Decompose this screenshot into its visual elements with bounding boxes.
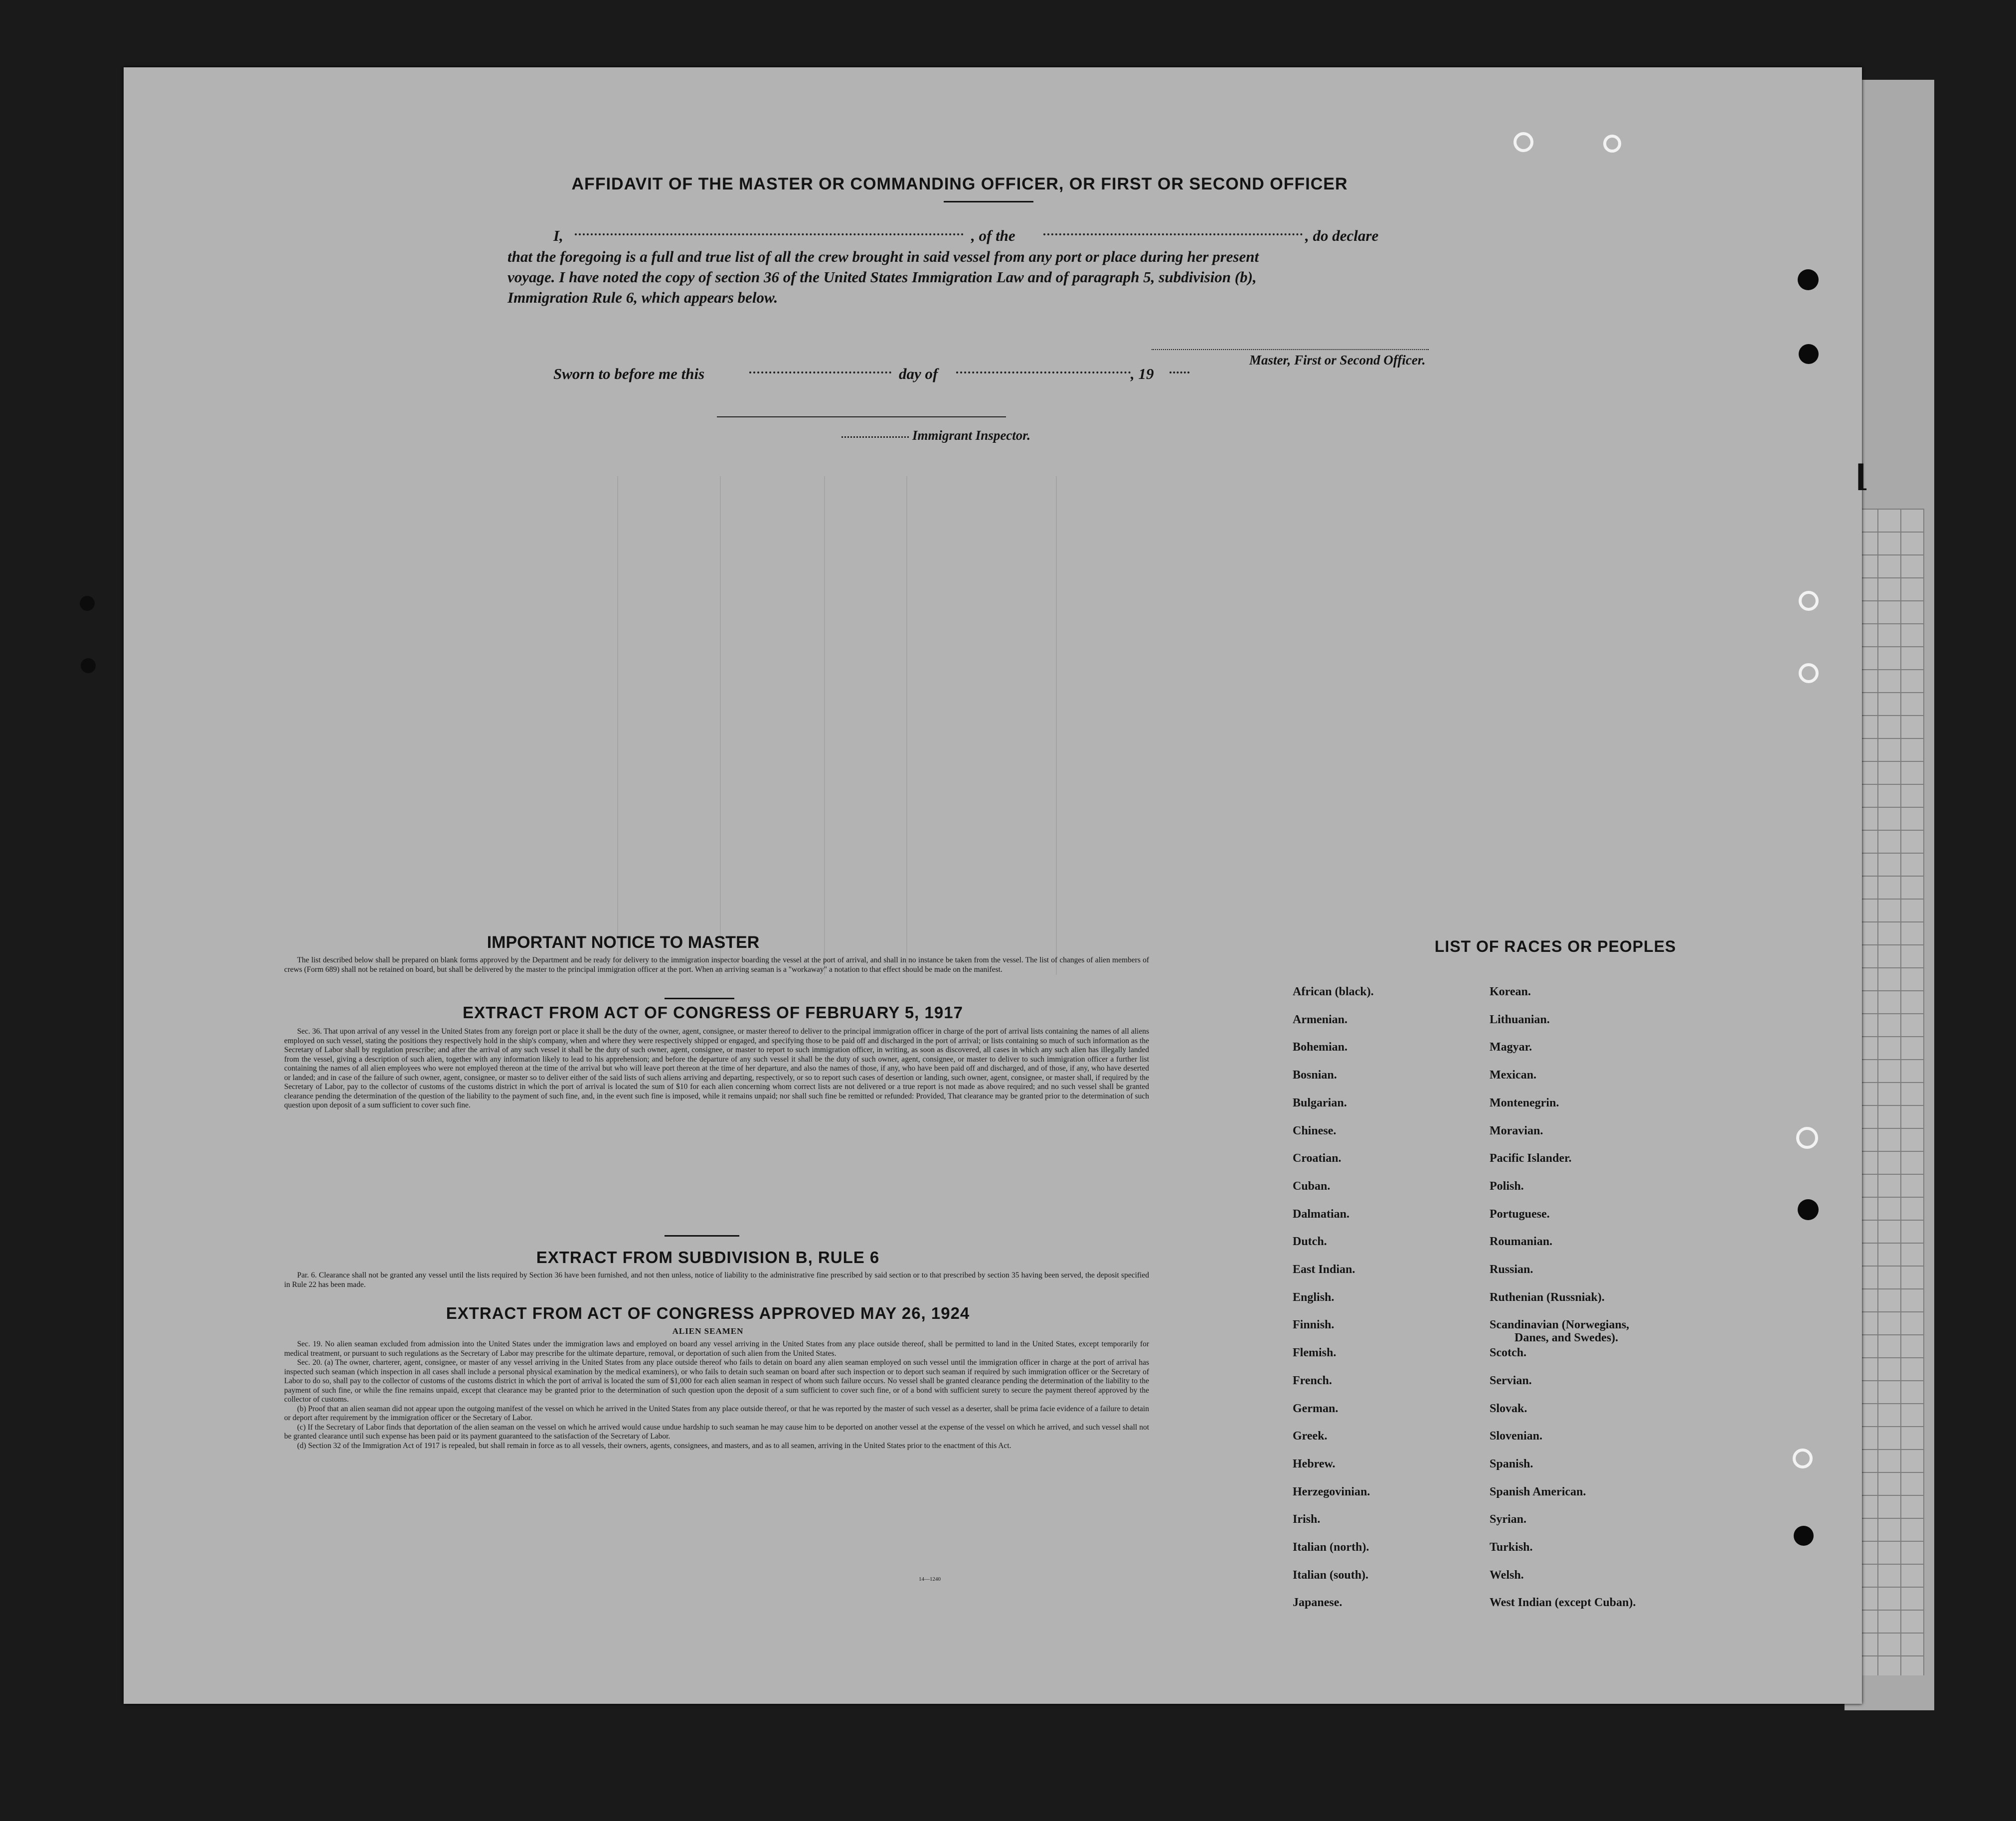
section-20c-paragraph: (c) If the Secretary of Labor finds that deportation of the alien seaman on the vessel on which he arrived would cause undue hardship to such seaman he may cause him to be deported on another vessel at the expense of the vessel on which he arrived, and such vessel shall not be granted clearance until such expense has been paid or its payment guaranteed to the satisfaction of the Secretary of Labor. [284,1423,1149,1441]
vessel-field[interactable] [1043,233,1303,235]
bleed-through-line [906,476,907,975]
race-item: Scandinavian (Norwegians, [1490,1318,1630,1332]
race-item: Slovenian. [1490,1430,1543,1443]
race-item: Spanish American. [1490,1485,1586,1498]
punch-hole [1799,591,1819,611]
race-item: Italian (north). [1293,1541,1369,1554]
race-item: Armenian. [1293,1013,1347,1026]
race-item: Japanese. [1293,1596,1343,1610]
section-19-paragraph: Sec. 19. No alien seaman excluded from admission into the United States under the immigration laws and employed on board any vessel arriving in the United States from any place outside thereof, shall be permitted to land in the United States, except temporarily for medical treatment, or pursuant to such regulations as the Secretary of Labor may prescribe for the ultimate departure, removal, or deportation of such alien from the United States. [284,1340,1149,1358]
left-edge-hole [81,658,96,673]
race-item: Dutch. [1293,1235,1327,1249]
sworn-year-prefix: , 19 [1131,365,1154,382]
alien-seamen-subtitle: ALIEN SEAMEN [672,1326,744,1336]
affidavit-line-4: Immigration Rule 6, which appears below. [507,289,778,306]
extract-rule6-title: EXTRACT FROM SUBDIVISION B, RULE 6 [536,1248,880,1267]
notice-paragraph: The list described below shall be prepared on blank forms approved by the Department and be ready for delivery to the immigration inspector boarding the vessel at the port of arrival, and shall in no instance be taken from the vessel. The list of changes of alien members of crews (Form 689) shall not be retained on board, but shall be delivered by the master to the principal immigration officer at the port. When an arriving seaman is a "workaway" a notation to that effect should be made on the manifest. [284,956,1149,974]
race-item: Magyar. [1490,1041,1532,1054]
sworn-year-field[interactable] [1170,371,1189,373]
race-item: Ruthenian (Russniak). [1490,1290,1605,1304]
race-item: Turkish. [1490,1541,1533,1554]
affidavit-line-3: voyage. I have noted the copy of section 36 of the United States Immigration Law and of paragraph 5, subdivision (b), [507,268,1257,286]
extract-1917-body [284,1027,1149,1110]
extract-1917-title: EXTRACT FROM ACT OF CONGRESS OF FEBRUARY 5, 1917 [463,1003,963,1022]
bleed-through-line [1056,476,1057,975]
title-underline [944,201,1033,202]
race-item: Welsh. [1490,1568,1524,1582]
race-item: Flemish. [1293,1346,1337,1360]
race-item: Portuguese. [1490,1207,1550,1221]
race-item: African (black). [1293,985,1374,998]
race-item: Bohemian. [1293,1041,1348,1054]
sworn-prefix: Sworn to before me this [553,365,705,382]
race-item: English. [1293,1290,1335,1304]
race-item: Servian. [1490,1374,1532,1387]
affidavit-declare: , do declare [1305,227,1379,244]
race-item: Finnish. [1293,1318,1335,1332]
punch-hole [1794,1526,1814,1546]
extract-1924-body [284,1340,1149,1451]
inspector-signature-line[interactable] [717,416,1006,417]
bleed-through-line [720,476,721,975]
inspector-dotted-lead [841,436,909,438]
punch-hole [1799,344,1819,364]
section-divider [665,998,734,999]
race-item: Croatian. [1293,1152,1342,1165]
form-number: 14—1240 [919,1576,941,1582]
race-item: Bulgarian. [1293,1096,1347,1109]
race-item: Bosnian. [1293,1069,1337,1082]
race-item: West Indian (except Cuban). [1490,1596,1636,1610]
race-item: Irish. [1293,1513,1321,1526]
race-item: Italian (south). [1293,1568,1369,1582]
race-item: Hebrew. [1293,1457,1336,1470]
punch-hole [1603,135,1621,153]
race-item: Lithuanian. [1490,1013,1550,1026]
race-item: Russian. [1490,1263,1533,1276]
race-item: Cuban. [1293,1179,1331,1193]
race-item: Dalmatian. [1293,1207,1349,1221]
master-label: Master, First or Second Officer. [1249,353,1426,367]
sworn-day-of: day of [899,365,938,382]
race-item: Scotch. [1490,1346,1526,1360]
races-title: LIST OF RACES OR PEOPLES [1434,937,1677,955]
inspector-label: Immigrant Inspector. [912,428,1031,443]
section-20d-paragraph: (d) Section 32 of the Immigration Act of 1917 is repealed, but shall remain in force as to all vessels, their owners, agents, consignees, and masters, and as to all seamen, arriving in the United States prior to the enactment of this Act. [297,1441,1011,1450]
extract-rule6-body [284,1271,1149,1289]
section-36-paragraph: Sec. 36. That upon arrival of any vessel in the United States from any foreign port or place it shall be the duty of the owner, agent, consignee, or master thereof to deliver to the principal immigration officer in charge of the port of arrival lists containing the names of all aliens employed on such vessel, stating the positions they respectively hold in the ship's company, when and where they were respectively shipped or engaged, and specifying those to be paid off and discharged in the port of arrival; or lists containing so much of such information as the Secretary of Labor shall by regulation prescribe; and after the arrival of any such vessel it shall be the duty of such owner, agent, consignee, or master to report to such immigration officer, in writing, as soon as discovered, all cases in which any such alien has illegally landed from the vessel, giving a description of such alien, together with any information likely to lead to his apprehension; and before the departure of any such vessel it shall be the duty of such owner, agent, consignee, or master to deliver to such immigration officer a further list containing the names of all alien employees who were not employed thereon at the time of the arrival but who will leave port thereon at the time of her departure, and also the names of those, if any, who have been paid off and discharged, and of those, if any, who have deserted or landed; and in case of the failure of such owner, agent, consignee, or master so to deliver either of the said lists of such aliens arriving and departing, respectively, or so to report such cases of desertion or landing, such owner, agent, consignee, or master shall, if required by the Secretary of Labor, pay to the collector of customs of the customs district in which the port of arrival is located the sum of $10 for each alien concerning whom correct lists are not delivered or a true report is not made as above required; and no such vessel shall be granted clearance pending the determination of the question of the liability to the payment of such fine, and, in the event such fine is imposed, while it remains unpaid; nor shall such fine be remitted or refunded: Provided, That clearance may be granted prior to the determination of such question upon deposit of a sum sufficient to cover such fine. [284,1027,1149,1109]
underlying-grid-sheet [1854,509,1924,1675]
race-item: German. [1293,1402,1339,1415]
race-item: Mexican. [1490,1069,1536,1082]
bleed-through-line [617,476,618,975]
extract-1924-title: EXTRACT FROM ACT OF CONGRESS APPROVED MAY 26, 1924 [446,1304,970,1322]
section-20a-paragraph: Sec. 20. (a) The owner, charterer, agent, consignee, or master of any vessel arriving in the United States from any place outside thereof who fails to detain on board any alien seaman employed on such vessel until the immigration officer in charge at the port of arrival has inspected such seaman (which inspection in all cases shall include a personal physical examination by the medical examiners), or who fails to detain such seaman on board after such inspection or to deport such seaman if required by such immigration officer or the Secretary of Labor to do so, shall pay to the collector of customs of the customs district in which the port of arrival is located the sum of $1,000 for each alien seaman in respect of whom such failure occurs. No vessel shall be granted clearance pending the determination of the liability to the payment of such fine, or while the fine remains unpaid, except that clearance may be granted prior to the determination of such question upon the deposit of a sum sufficient to cover such fine, or of a bond with sufficient surety to secure the payment thereof approved by the collector of customs. [284,1358,1149,1404]
left-edge-hole [80,596,95,611]
affidavit-title: AFFIDAVIT OF THE MASTER OR COMMANDING OFFICER, OR FIRST OR SECOND OFFICER [571,175,1348,193]
master-signature-line[interactable] [1152,349,1429,350]
punch-hole [1793,1449,1813,1468]
section-20b-paragraph: (b) Proof that an alien seaman did not appear upon the outgoing manifest of the vessel on which he arrived in the United States from any place outside thereof, or that he was reported by the master of such vessel as a deserter, shall be prima facie evidence of a failure to detain or deport after requirement by the immigration officer or the Secretary of Labor. [284,1404,1149,1422]
punch-hole [1799,663,1819,683]
punch-hole [1513,132,1533,152]
edge-mark: ⌊ [1854,460,1869,493]
bleed-through-line [824,476,825,975]
race-item: Moravian. [1490,1124,1543,1137]
race-item: Montenegrin. [1490,1096,1559,1109]
punch-hole [1798,269,1819,290]
punch-hole [1796,1127,1818,1149]
notice-body [284,956,1149,974]
sworn-day-field[interactable] [749,371,891,373]
race-item: Polish. [1490,1179,1524,1193]
race-item: Herzegovinian. [1293,1485,1370,1498]
affidavit-of-the: , of the [971,227,1015,244]
race-item: French. [1293,1374,1332,1387]
affidavit-line-2: that the foregoing is a full and true list of all the crew brought in said vessel from any port or place during her present [507,248,1259,265]
race-item: Korean. [1490,985,1531,998]
race-item: East Indian. [1293,1263,1355,1276]
race-item: Spanish. [1490,1457,1533,1470]
section-divider [665,1235,739,1237]
race-item: Slovak. [1490,1402,1527,1415]
race-item: Chinese. [1293,1124,1337,1137]
sworn-month-field[interactable] [956,371,1131,373]
race-item: Roumanian. [1490,1235,1553,1249]
paragraph-6: Par. 6. Clearance shall not be granted any vessel until the lists required by Section 36 have been furnished, and not then unless, notice of liability to the administrative fine prescribed by said section or to that prescribed by section 35 having been served, the deposit specified in Rule 22 has been made. [284,1271,1149,1289]
notice-title: IMPORTANT NOTICE TO MASTER [487,933,760,952]
affidavit-i: I, [553,227,563,244]
document-page [124,67,1869,1704]
name-field[interactable] [575,233,964,235]
punch-hole [1798,1199,1819,1220]
race-item: Greek. [1293,1430,1328,1443]
race-item: Pacific Islander. [1490,1152,1572,1165]
race-item-continuation: Danes, and Swedes). [1514,1331,1619,1345]
race-item: Syrian. [1490,1513,1527,1526]
